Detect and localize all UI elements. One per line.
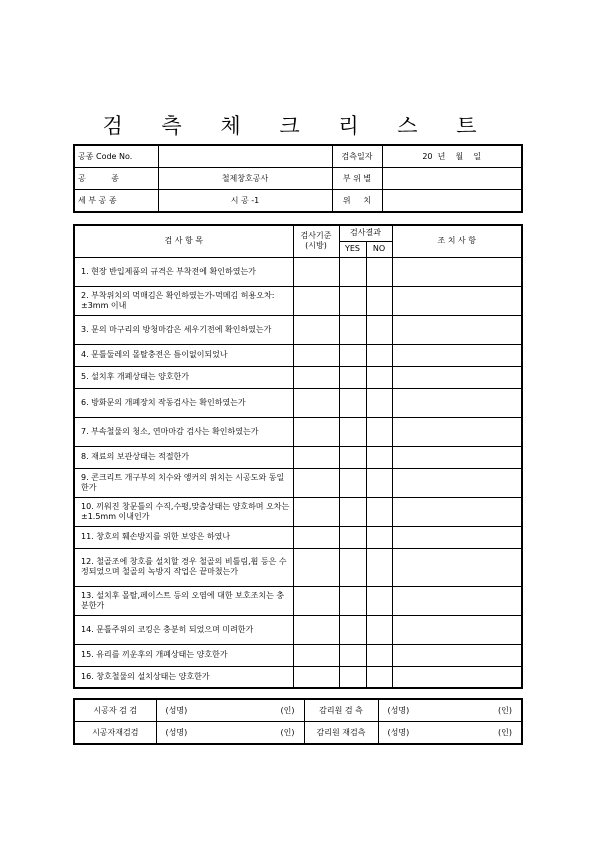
code-label: 공종 Code No. [74,145,158,168]
checklist-item-text: 12. 철골조에 창호를 설치할 경우 철골의 비틀림,휨 등은 수정되었으며 철골의 녹방지 작업은 끝마쳤는가 [74,548,293,586]
date-value[interactable]: 20 년 월 일 [382,145,522,168]
checklist-action-cell[interactable] [392,257,522,286]
checklist-no-cell[interactable] [366,586,392,615]
checklist-row [74,315,522,344]
checklist-action-cell[interactable] [392,366,522,388]
checklist-row [74,286,522,315]
checklist-row [74,446,522,468]
checklist-criteria-cell[interactable] [293,446,339,468]
checklist-no-cell[interactable] [366,644,392,666]
checklist-criteria-cell[interactable] [293,497,339,526]
sig-row1-left-label: 시공자 검 검 [74,699,156,722]
checklist-yes-cell[interactable] [339,388,366,417]
checklist-no-cell[interactable] [366,257,392,286]
col-criteria-line2: (시방) [305,241,327,251]
sig-row2-left-name: (성명) [165,727,188,737]
checklist-item-text: 13. 설치후 몰탈,페이스트 등의 오염에 대한 보호조치는 충분한가 [74,586,293,615]
checklist-action-cell[interactable] [392,548,522,586]
checklist-row [74,344,522,366]
checklist-action-cell[interactable] [392,344,522,366]
checklist-item-text: 10. 끼워진 창문틀의 수직,수평,맞춤상태는 양호하며 오차는 ±1.5mm 이내인가 [74,497,293,526]
checklist-criteria-cell[interactable] [293,366,339,388]
checklist-table [73,224,523,689]
checklist-yes-cell[interactable] [339,286,366,315]
sig-row1-right-name: (성명) [387,705,410,715]
checklist-item-text: 1. 현장 반입제품의 규격은 부착전에 확인하였는가 [74,257,293,286]
sig-row2-right-field[interactable] [378,722,522,745]
checklist-no-cell[interactable] [366,666,392,688]
location-label: 위 치 [332,190,382,213]
sig-row1-left-seal: (인) [280,705,295,715]
checklist-no-cell[interactable] [366,468,392,497]
sig-row2-right-name: (성명) [387,727,410,737]
part-label: 부 위 별 [332,168,382,190]
checklist-row [74,468,522,497]
col-no-header: NO [366,241,392,257]
checklist-item-text: 7. 부속철물의 청소, 연마마감 검사는 확인하였는가 [74,417,293,446]
header-table [73,144,523,213]
checklist-yes-cell[interactable] [339,615,366,644]
checklist-criteria-cell[interactable] [293,417,339,446]
checklist-action-cell[interactable] [392,315,522,344]
checklist-yes-cell[interactable] [339,497,366,526]
checklist-action-cell[interactable] [392,446,522,468]
sig-row1-left-field[interactable] [156,699,304,722]
checklist-row [74,666,522,688]
detail-label: 세 부 공 종 [74,190,158,213]
checklist-yes-cell[interactable] [339,446,366,468]
sig-row2-right-seal: (인) [498,727,512,737]
checklist-no-cell[interactable] [366,417,392,446]
work-label: 공 종 [74,168,158,190]
checklist-row [74,526,522,548]
checklist-criteria-cell[interactable] [293,615,339,644]
checklist-no-cell[interactable] [366,315,392,344]
checklist-item-text: 15. 유리를 끼운후의 개폐상태는 양호한가 [74,644,293,666]
work-value[interactable]: 철제창호공사 [158,168,332,190]
checklist-criteria-cell[interactable] [293,526,339,548]
checklist-yes-cell[interactable] [339,468,366,497]
checklist-item-text: 3. 문의 마구리의 방청마감은 세우기전에 확인하였는가 [74,315,293,344]
checklist-no-cell[interactable] [366,446,392,468]
checklist-no-cell[interactable] [366,286,392,315]
checklist-action-cell[interactable] [392,526,522,548]
checklist-yes-cell[interactable] [339,666,366,688]
checklist-item-text: 2. 부착위치의 먹매김은 확인하였는가-먹메김 허용오차: ±3mm 이내 [74,286,293,315]
code-value[interactable] [158,145,332,168]
checklist-no-cell[interactable] [366,615,392,644]
part-value[interactable] [382,168,522,190]
checklist-no-cell[interactable] [366,526,392,548]
checklist-criteria-cell[interactable] [293,286,339,315]
checklist-action-cell[interactable] [392,497,522,526]
checklist-action-cell[interactable] [392,615,522,644]
checklist-row [74,257,522,286]
checklist-body [74,257,522,688]
checklist-yes-cell[interactable] [339,257,366,286]
checklist-criteria-cell[interactable] [293,666,339,688]
checklist-yes-cell[interactable] [339,548,366,586]
checklist-item-text: 11. 창호의 훼손방지를 위한 보양은 하였나 [74,526,293,548]
checklist-item-text: 6. 방화문의 개폐장치 작동검사는 확인하였는가 [74,388,293,417]
sig-row1-right-label: 감리원 검 측 [304,699,378,722]
checklist-yes-cell[interactable] [339,586,366,615]
checklist-action-cell[interactable] [392,388,522,417]
checklist-item-text: 14. 문틀주위의 코킹은 충분히 되었으며 미려한가 [74,615,293,644]
checklist-criteria-cell[interactable] [293,644,339,666]
col-criteria-header [293,225,339,257]
signature-table [73,698,523,745]
checklist-yes-cell[interactable] [339,644,366,666]
checklist-criteria-cell[interactable] [293,468,339,497]
checklist-no-cell[interactable] [366,366,392,388]
checklist-row [74,586,522,615]
checklist-yes-cell[interactable] [339,417,366,446]
checklist-no-cell[interactable] [366,497,392,526]
sig-row1-right-field[interactable] [378,699,522,722]
checklist-no-cell[interactable] [366,548,392,586]
checklist-yes-cell[interactable] [339,366,366,388]
checklist-criteria-cell[interactable] [293,344,339,366]
checklist-row [74,417,522,446]
checklist-item-text: 4. 문틀둘레의 몰탈충전은 틈이없이되었나 [74,344,293,366]
checklist-row [74,548,522,586]
checklist-action-cell[interactable] [392,644,522,666]
checklist-action-cell[interactable] [392,417,522,446]
checklist-row [74,644,522,666]
checklist-criteria-cell[interactable] [293,257,339,286]
checklist-row [74,497,522,526]
checklist-item-text: 9. 콘크리트 개구부의 치수와 앵커의 위치는 시공도와 동일한가 [74,468,293,497]
sig-row2-left-seal: (인) [280,727,295,737]
sig-row1-left-name: (성명) [165,705,188,715]
checklist-yes-cell[interactable] [339,315,366,344]
location-value[interactable] [382,190,522,213]
col-criteria-line1: 검사기준 [300,231,332,241]
checklist-row [74,388,522,417]
detail-value[interactable]: 시 공 -1 [158,190,332,213]
checklist-item-text: 8. 재료의 보관상태는 적절한가 [74,446,293,468]
col-yes-header: YES [339,241,366,257]
date-label: 검측일자 [332,145,382,168]
sig-row2-right-label: 감리원 재검측 [304,722,378,745]
sig-row1-right-seal: (인) [498,705,512,715]
checklist-criteria-cell[interactable] [293,548,339,586]
col-action-header: 조 치 사 항 [392,225,522,257]
checklist-yes-cell[interactable] [339,344,366,366]
checklist-row [74,366,522,388]
col-result-header: 검사결과 [339,225,392,241]
checklist-no-cell[interactable] [366,344,392,366]
checklist-criteria-cell[interactable] [293,315,339,344]
checklist-no-cell[interactable] [366,388,392,417]
checklist-item-text: 16. 창호철물의 설치상태는 양호한가 [74,666,293,688]
checklist-row [74,615,522,644]
checklist-action-cell[interactable] [392,468,522,497]
sig-row2-left-label: 시공자재검검 [74,722,156,745]
sig-row2-left-field[interactable] [156,722,304,745]
checklist-action-cell[interactable] [392,666,522,688]
checklist-action-cell[interactable] [392,286,522,315]
col-item-header: 검 사 항 목 [74,225,293,257]
checklist-criteria-cell[interactable] [293,388,339,417]
checklist-item-text: 5. 설치후 개폐상태는 양호한가 [74,366,293,388]
checklist-action-cell[interactable] [392,586,522,615]
page-title: 검 측 체 크 리 스 트 [102,114,493,138]
checklist-yes-cell[interactable] [339,526,366,548]
checklist-criteria-cell[interactable] [293,586,339,615]
